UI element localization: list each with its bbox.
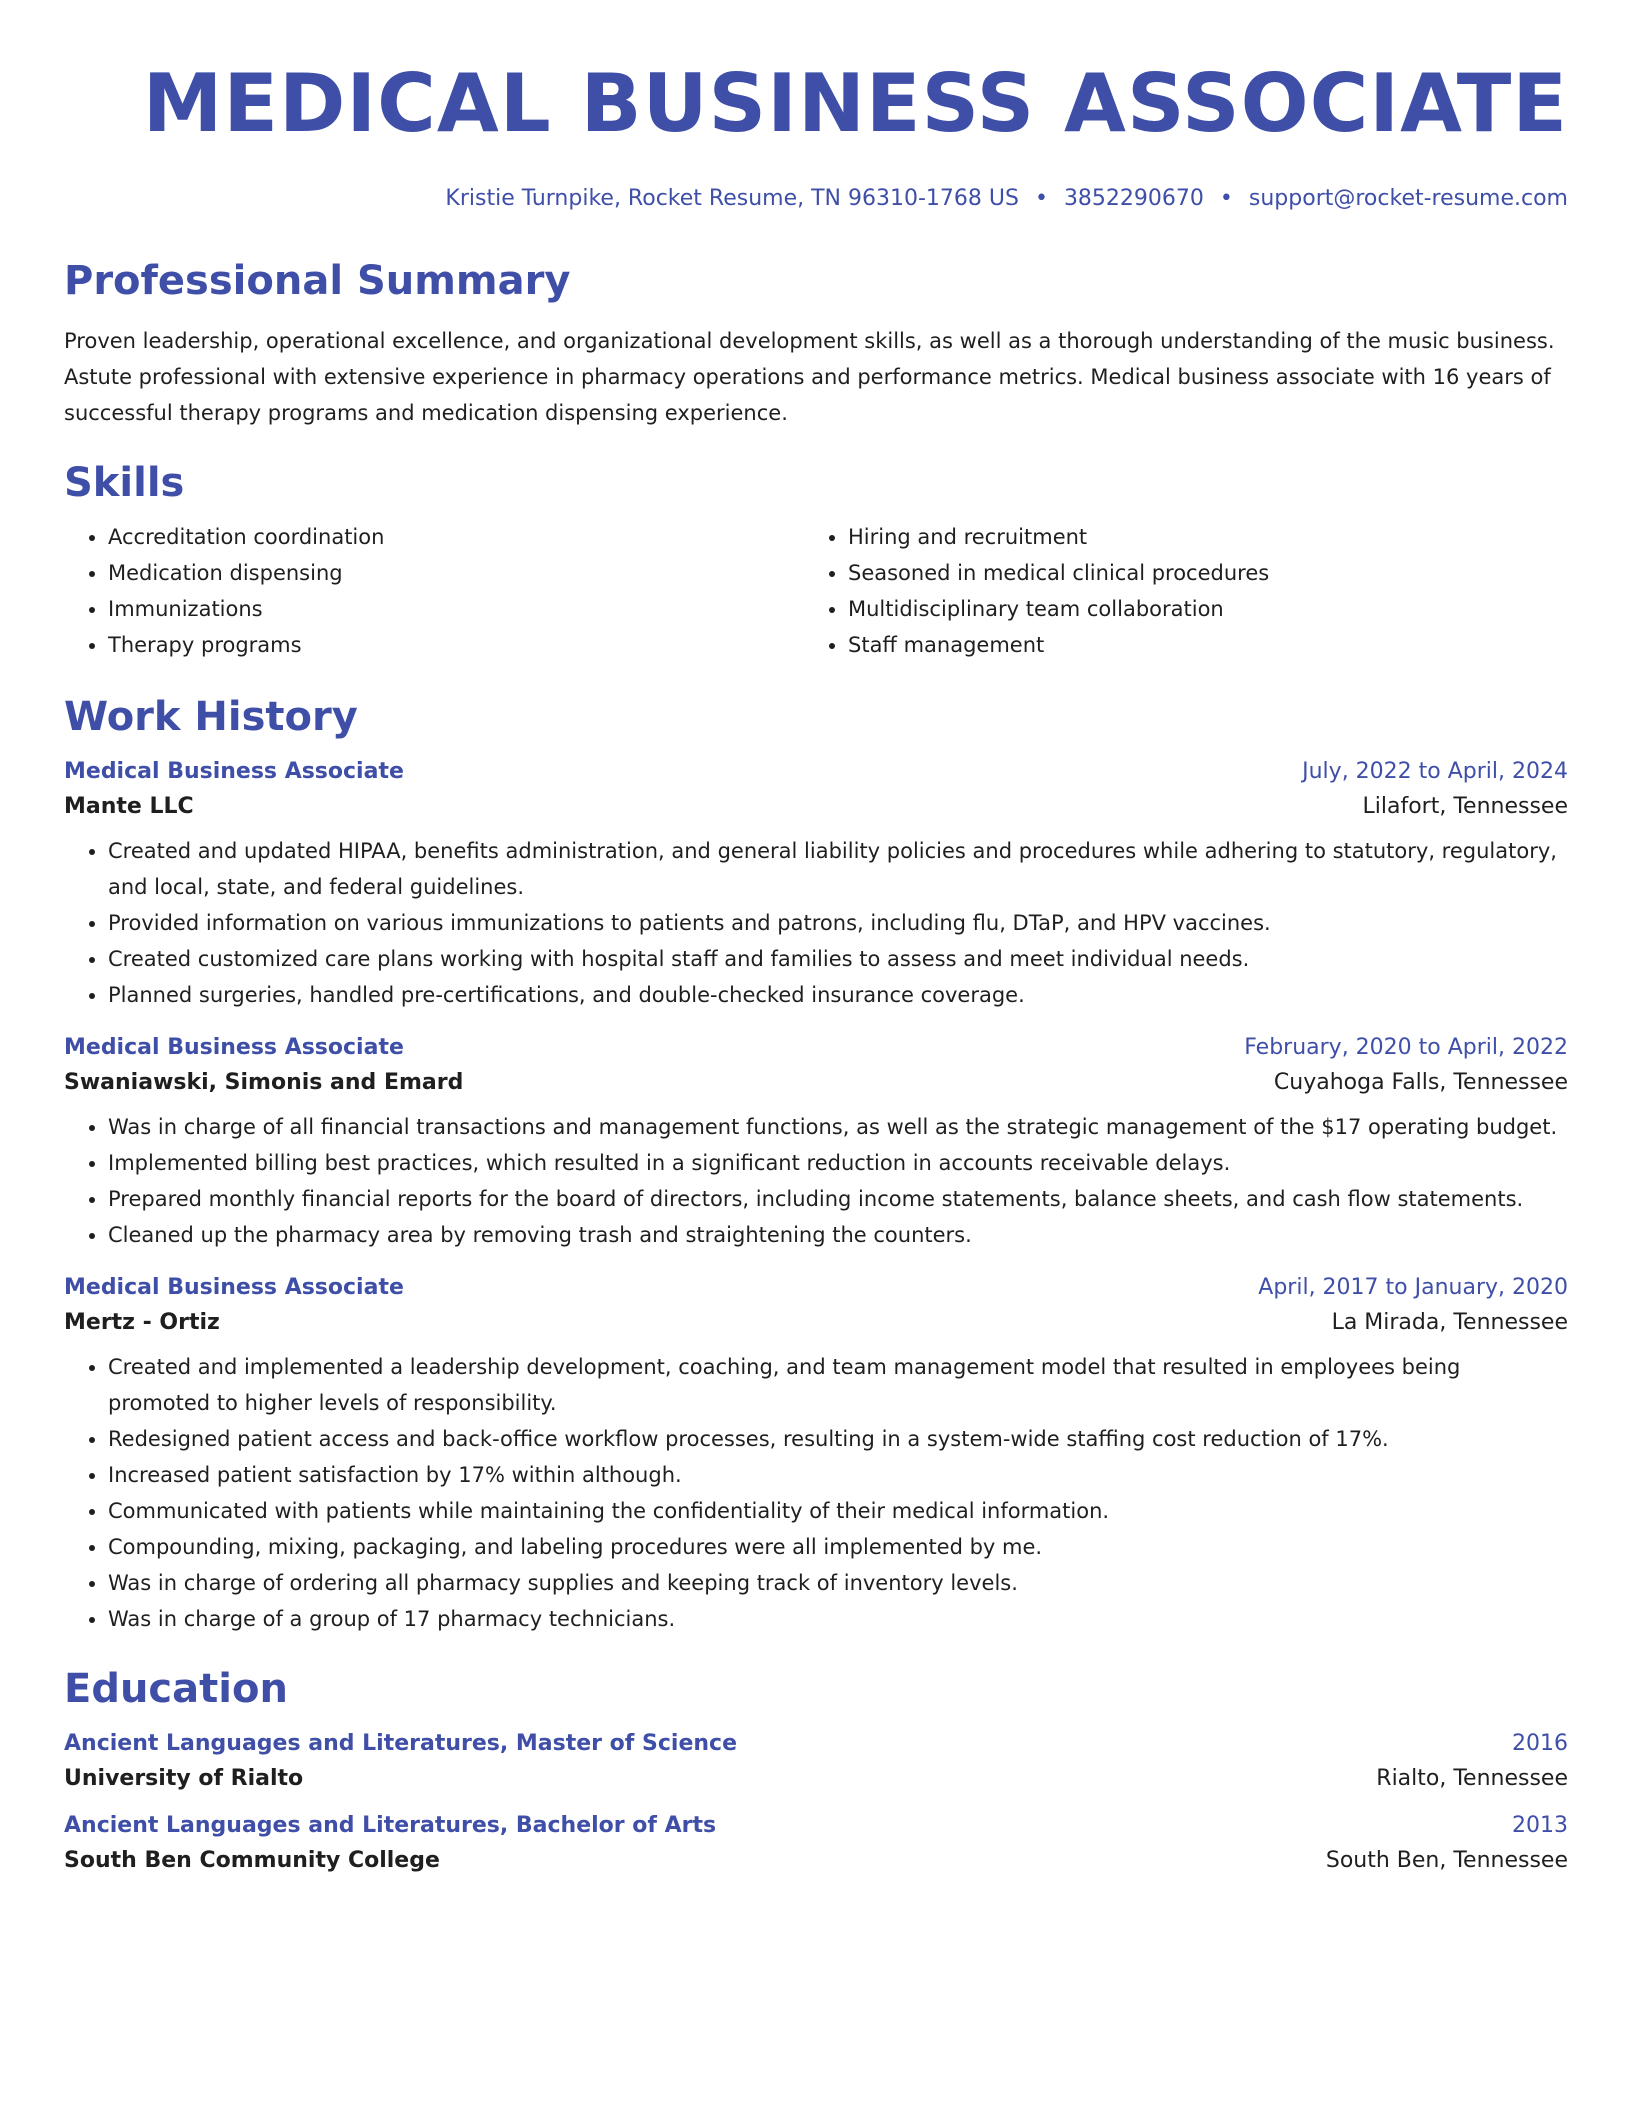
job-dates: July, 2022 to April, 2024 [1302, 759, 1568, 784]
job-company: Mertz - Ortiz [64, 1310, 220, 1335]
job-role: Medical Business Associate [64, 759, 404, 784]
job-company: Mante LLC [64, 794, 194, 819]
education-school-row [64, 1838, 1568, 1873]
job-title-row [64, 759, 1568, 784]
job-bullet: • Compounding, mixing, packaging, and labeling procedures were all implemented by me. [108, 1529, 1568, 1565]
skill-item: • Accreditation coordination [108, 519, 804, 555]
skills-heading: Skills [64, 460, 185, 506]
education-year: 2016 [1512, 1731, 1568, 1756]
skills-section [64, 459, 1568, 663]
job-bullet: • Redesigned patient access and back-office workflow processes, resulting in a system-wide staffing cost reduction of 17%. [108, 1421, 1568, 1457]
job-company-row [64, 784, 1568, 819]
job-role: Medical Business Associate [64, 1035, 404, 1060]
education-section [64, 1665, 1568, 1873]
summary-section [64, 257, 1568, 431]
job-entry [64, 1035, 1568, 1253]
skill-item: • Seasoned in medical clinical procedures [848, 555, 1544, 591]
job-bullet: • Was in charge of a group of 17 pharmacy technicians. [108, 1601, 1568, 1637]
job-dates: February, 2020 to April, 2022 [1244, 1035, 1568, 1060]
education-heading: Education [64, 1666, 288, 1712]
job-role: Medical Business Associate [64, 1275, 404, 1300]
skill-item: • Medication dispensing [108, 555, 804, 591]
education-entry [64, 1813, 1568, 1873]
skill-item: • Staff management [848, 627, 1544, 663]
education-school-row [64, 1756, 1568, 1791]
education-degree: Ancient Languages and Literatures, Master of Science [64, 1731, 737, 1756]
job-bullet: • Was in charge of ordering all pharmacy supplies and keeping track of inventory levels. [108, 1565, 1568, 1601]
skills-list-left [64, 519, 804, 663]
job-company-row [64, 1300, 1568, 1335]
education-entry [64, 1731, 1568, 1791]
skills-list-right [804, 519, 1544, 663]
job-bullet: • Cleaned up the pharmacy area by removing trash and straightening the counters. [108, 1217, 1568, 1253]
summary-text: Proven leadership, operational excellence, and organizational development skills, as well as a thorough understanding of the music business. Astute professional with extensive experience in pharmacy operations and performance metrics. Medical business associate with 16 years of successful therapy programs and medication dispensing experience. [64, 329, 1555, 425]
job-bullet: • Planned surgeries, handled pre-certifications, and double-checked insurance coverage. [108, 977, 1568, 1013]
job-bullet: • Was in charge of all financial transactions and management functions, as well as the strategic management of the $17 operating budget. [108, 1109, 1568, 1145]
job-bullets [64, 833, 1568, 1013]
job-bullet: • Created and implemented a leadership development, coaching, and team management model that resulted in employees being promoted to higher levels of responsibility. [108, 1349, 1568, 1421]
education-location: South Ben, Tennessee [1325, 1848, 1568, 1873]
skill-item: • Hiring and recruitment [848, 519, 1544, 555]
education-school: South Ben Community College [64, 1848, 440, 1873]
education-school: University of Rialto [64, 1766, 304, 1791]
skill-item: • Immunizations [108, 591, 804, 627]
work-history-heading: Work History [64, 694, 358, 740]
job-location: La Mirada, Tennessee [1331, 1310, 1568, 1335]
summary-heading: Professional Summary [64, 258, 571, 304]
job-bullets [64, 1109, 1568, 1253]
job-bullet: • Implemented billing best practices, which resulted in a significant reduction in accounts receivable delays. [108, 1145, 1568, 1181]
contact-phone: 3852290670 [1063, 186, 1204, 211]
contact-separator: • [1219, 186, 1233, 211]
job-entry [64, 1275, 1568, 1637]
contact-address: Kristie Turnpike, Rocket Resume, TN 96310-1768 US [445, 186, 1019, 211]
education-location: Rialto, Tennessee [1376, 1766, 1568, 1791]
job-bullet: • Prepared monthly financial reports for the board of directors, including income statements, balance sheets, and cash flow statements. [108, 1181, 1568, 1217]
job-bullet: • Created and updated HIPAA, benefits administration, and general liability policies and procedures while adhering to statutory, regulatory, and local, state, and federal guidelines. [108, 833, 1568, 905]
job-dates: April, 2017 to January, 2020 [1258, 1275, 1568, 1300]
job-bullet: • Increased patient satisfaction by 17% within although. [108, 1457, 1568, 1493]
resume-name: MEDICAL BUSINESS ASSOCIATE [142, 57, 1568, 150]
education-degree: Ancient Languages and Literatures, Bachelor of Arts [64, 1813, 717, 1838]
job-location: Cuyahoga Falls, Tennessee [1273, 1070, 1568, 1095]
contact-separator: • [1034, 186, 1048, 211]
contact-email[interactable]: support@rocket-resume.com [1248, 186, 1568, 211]
job-company: Swaniawski, Simonis and Emard [64, 1070, 464, 1095]
skill-item: • Therapy programs [108, 627, 804, 663]
education-degree-row [64, 1731, 1568, 1756]
contact-line [64, 186, 1568, 211]
job-title-row [64, 1275, 1568, 1300]
work-history-section [64, 693, 1568, 1637]
job-title-row [64, 1035, 1568, 1060]
job-bullet: • Created customized care plans working with hospital staff and families to assess and meet individual needs. [108, 941, 1568, 977]
job-bullet: • Communicated with patients while maintaining the confidentiality of their medical information. [108, 1493, 1568, 1529]
education-year: 2013 [1512, 1813, 1568, 1838]
resume-header [64, 56, 1568, 211]
skills-columns [64, 519, 1568, 663]
job-company-row [64, 1060, 1568, 1095]
education-degree-row [64, 1813, 1568, 1838]
job-entry [64, 759, 1568, 1013]
job-location: Lilafort, Tennessee [1362, 794, 1568, 819]
job-bullet: • Provided information on various immunizations to patients and patrons, including flu, DTaP, and HPV vaccines. [108, 905, 1568, 941]
job-bullets [64, 1349, 1568, 1637]
skill-item: • Multidisciplinary team collaboration [848, 591, 1544, 627]
